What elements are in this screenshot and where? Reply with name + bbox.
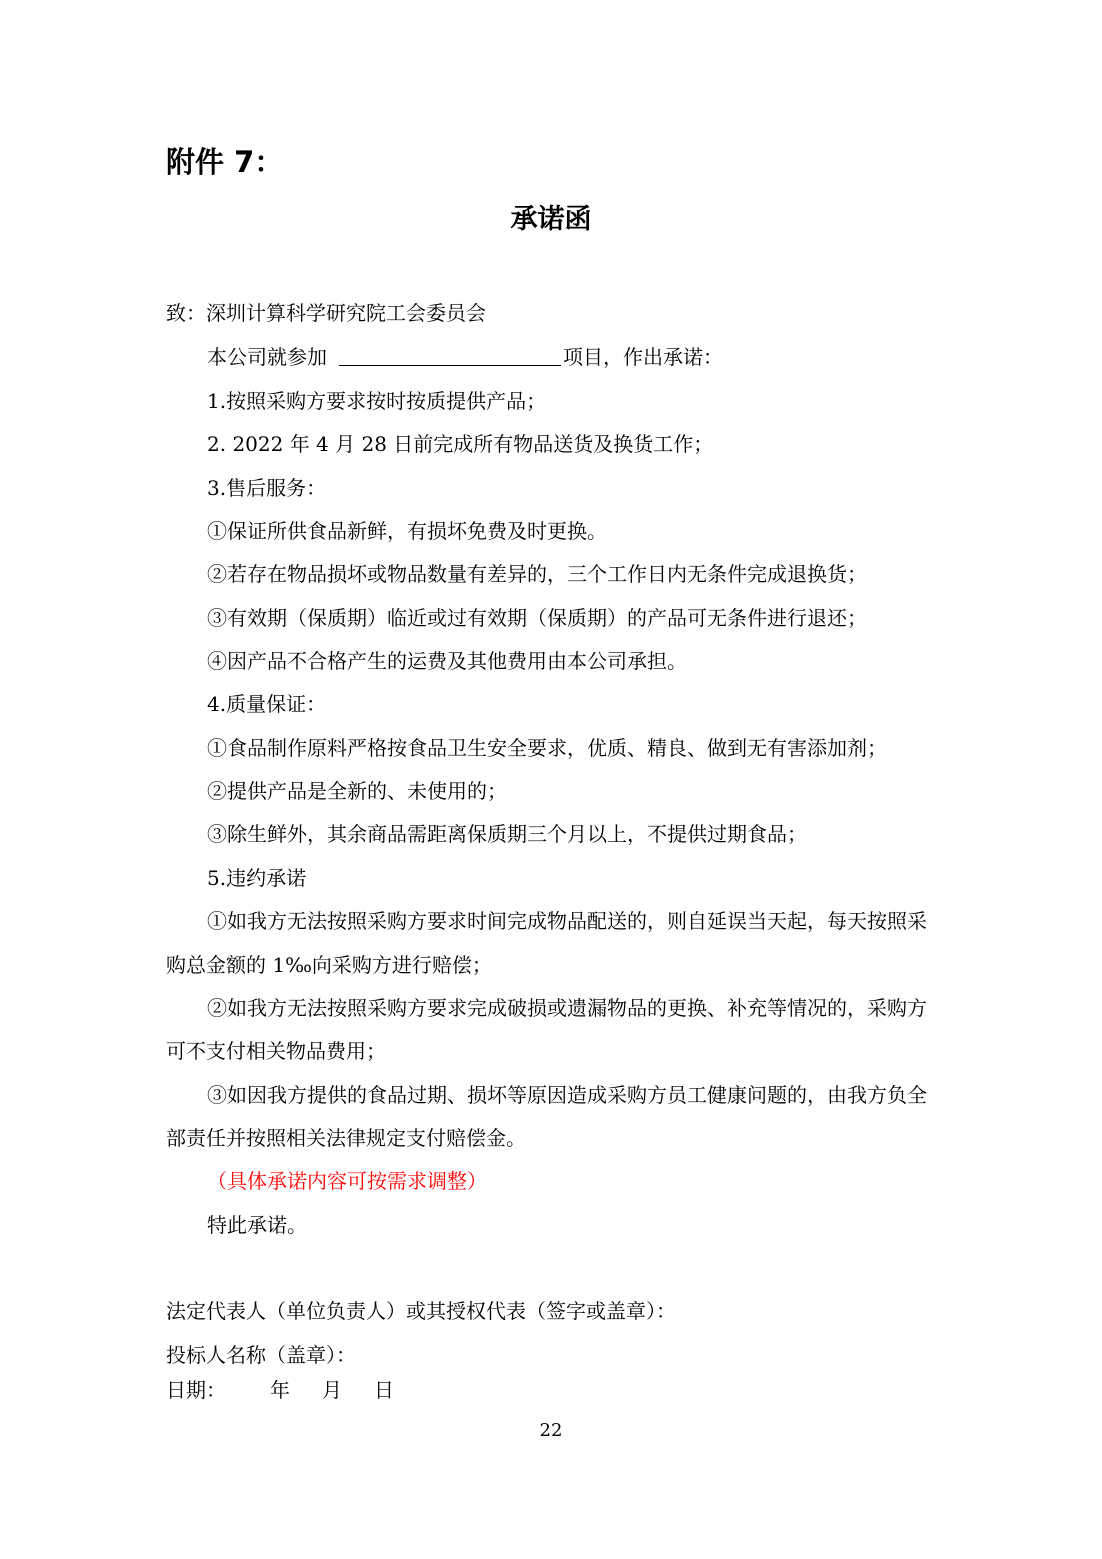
intro-line: [207, 344, 723, 370]
intro-before: 本公司就参加: [207, 345, 327, 369]
item-2: 2. 2022 年 4 月 28 日前完成所有物品送货及换货工作；: [207, 432, 714, 456]
breach-2-line1: ②如我方无法按照采购方要求完成破损或遗漏物品的更换、补充等情况的，采购方: [207, 996, 927, 1020]
document-title: 承诺函: [510, 204, 592, 235]
item-1: 1.按照采购方要求按时按质提供产品；: [207, 389, 547, 413]
item-3-2: ②若存在物品损坏或物品数量有差异的，三个工作日内无条件完成退换货；: [207, 562, 867, 586]
project-name-blank: [339, 345, 561, 366]
addressee: 致：深圳计算科学研究院工会委员会: [166, 301, 486, 325]
date-line: [166, 1377, 394, 1403]
item-3: 3.售后服务：: [207, 476, 327, 500]
adjustment-note: （具体承诺内容可按需求调整）: [207, 1169, 487, 1193]
breach-1-line1: ①如我方无法按照采购方要求时间完成物品配送的，则自延误当天起，每天按照采: [207, 909, 927, 933]
breach-2-line2: 可不支付相关物品费用；: [166, 1039, 386, 1063]
item-4-3: ③除生鲜外，其余商品需距离保质期三个月以上，不提供过期食品；: [207, 822, 807, 846]
date-day: 日: [374, 1378, 394, 1402]
bidder-name: 投标人名称（盖章）：: [166, 1343, 356, 1367]
item-3-1: ①保证所供食品新鲜，有损坏免费及时更换。: [207, 519, 607, 543]
item-5: 5.违约承诺: [207, 866, 307, 890]
breach-3-line1: ③如因我方提供的食品过期、损坏等原因造成采购方员工健康问题的，由我方负全: [207, 1083, 927, 1107]
item-4: 4.质量保证：: [207, 692, 327, 716]
closing: 特此承诺。: [207, 1213, 307, 1237]
representative-signature: 法定代表人（单位负责人）或其授权代表（签字或盖章）：: [166, 1299, 676, 1323]
breach-1-line2: 购总金额的 1‰向采购方进行赔偿；: [166, 953, 492, 977]
date-month: 月: [322, 1378, 342, 1402]
date-label: 日期：: [166, 1378, 226, 1402]
item-4-1: ①食品制作原料严格按食品卫生安全要求，优质、精良、做到无有害添加剂；: [207, 736, 887, 760]
date-year: 年: [270, 1378, 290, 1402]
breach-3-line2: 部责任并按照相关法律规定支付赔偿金。: [166, 1126, 526, 1150]
attachment-label: 附件 7：: [166, 145, 284, 179]
item-4-2: ②提供产品是全新的、未使用的；: [207, 779, 507, 803]
intro-after: 项目，作出承诺：: [563, 345, 723, 369]
page-number: 22: [539, 1420, 563, 1441]
item-3-4: ④因产品不合格产生的运费及其他费用由本公司承担。: [207, 649, 687, 673]
item-3-3: ③有效期（保质期）临近或过有效期（保质期）的产品可无条件进行退还；: [207, 606, 867, 630]
